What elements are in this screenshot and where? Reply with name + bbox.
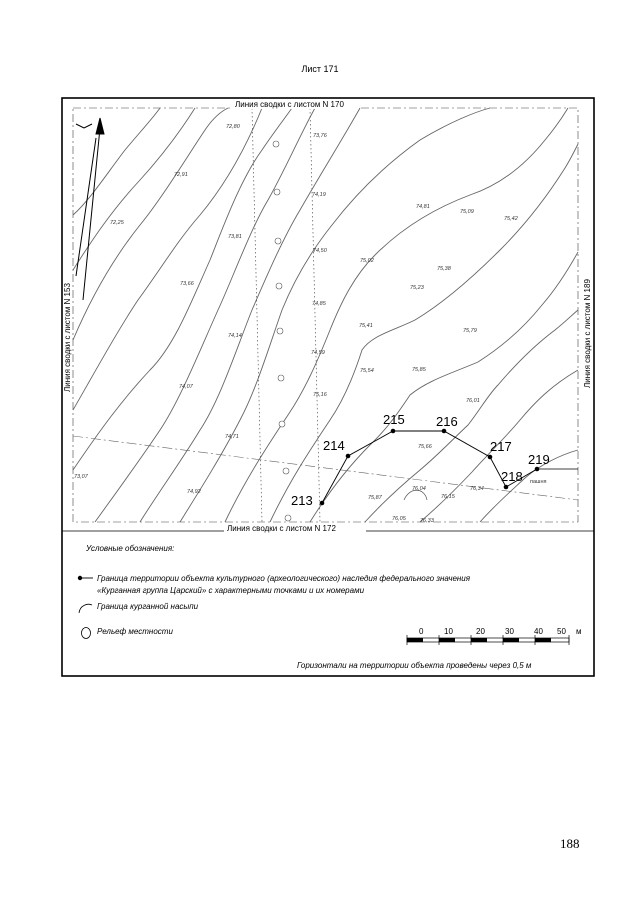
- elevation-label: 74,71: [225, 434, 239, 440]
- sheet-title: Лист 171: [301, 64, 339, 74]
- elevation-label: 75,85: [412, 367, 426, 373]
- point-label-218: 218: [501, 469, 523, 484]
- relief-marker: [279, 421, 285, 427]
- scale-tick-20: 20: [476, 627, 485, 636]
- elevation-label: 74,81: [416, 204, 430, 210]
- legend-title: Условные обозначения:: [86, 544, 175, 553]
- legend-boundary-line2: «Курганная группа Царский» с характерными точками и их номерами: [97, 586, 365, 595]
- legend-boundary-line1: Граница территории объекта культурного (археологического) наследия федерального значения: [97, 574, 471, 583]
- scale-bar-segment: [439, 638, 455, 642]
- legend-kurgan: Граница курганной насыпи: [97, 602, 199, 611]
- point-label-214: 214: [323, 438, 345, 453]
- point-label-215: 215: [383, 412, 405, 427]
- scale-bar-segment: [471, 638, 487, 642]
- relief-marker: [277, 328, 283, 334]
- sheet-link-bottom: Линия сводки с листом N 172: [227, 524, 336, 533]
- north-arrow: [76, 118, 104, 300]
- kurgan-boundary-symbol: [79, 604, 92, 613]
- legend: [78, 544, 582, 670]
- elevation-label: 72,25: [110, 220, 124, 226]
- legend-contour-note: Горизонтали на территории объекта проведены через 0,5 м: [297, 661, 532, 670]
- elevation-label: 73,76: [313, 133, 327, 139]
- elevation-label: 74,92: [187, 489, 201, 495]
- boundary-point-214: [346, 454, 351, 459]
- scale-bar-segment: [407, 638, 423, 642]
- relief-marker: [285, 515, 291, 521]
- elevation-label: 76,34: [470, 486, 484, 492]
- scale-bar-segment: [503, 638, 519, 642]
- sheet-link-top: Линия сводки с листом N 170: [235, 100, 344, 109]
- elevation-label: 76,15: [441, 494, 455, 500]
- scale-bar: [407, 627, 582, 645]
- boundary-point-215: [391, 429, 396, 434]
- scale-bar-segment: [535, 638, 551, 642]
- page-number: 188: [560, 836, 580, 851]
- point-label-216: 216: [436, 414, 458, 429]
- scale-tick-10: 10: [444, 627, 453, 636]
- elevation-label: 74,14: [228, 333, 242, 339]
- boundary-point-217: [488, 455, 493, 460]
- elevation-label: 75,87: [368, 495, 382, 501]
- elevation-label: 76,04: [412, 486, 426, 492]
- boundary-point-213: [320, 501, 325, 506]
- relief-marker: [275, 238, 281, 244]
- relief-marker: [274, 189, 280, 195]
- contour-lines: [73, 108, 578, 522]
- elevation-label: 73,81: [228, 234, 242, 240]
- elevation-label: 72,91: [174, 172, 188, 178]
- relief-markers: [273, 141, 291, 521]
- scale-tick-30: 30: [505, 627, 514, 636]
- point-label-219: 219: [528, 452, 550, 467]
- pashnya-label: пашня: [530, 479, 547, 485]
- relief-marker: [278, 375, 284, 381]
- elevation-label: 73,07: [74, 474, 88, 480]
- boundary-symbol: [78, 576, 93, 580]
- elevation-label: 76,05: [392, 516, 406, 522]
- boundary-point-218: [504, 485, 509, 490]
- elevation-label: 74,85: [312, 301, 326, 307]
- elevation-label: 74,19: [312, 192, 326, 198]
- elevation-label: 76,01: [466, 398, 480, 404]
- elevation-label: 75,54: [360, 368, 374, 374]
- elevation-label: 75,09: [460, 209, 474, 215]
- relief-marker: [276, 283, 282, 289]
- elevation-label: 74,59: [311, 350, 325, 356]
- elevation-label: 75,38: [437, 266, 451, 272]
- boundary-point-216: [442, 429, 447, 434]
- dotted-line-east: [310, 108, 320, 522]
- elevation-label: 75,41: [359, 323, 373, 329]
- elevation-label: 72,80: [226, 124, 240, 130]
- legend-relief: Рельеф местности: [97, 627, 173, 636]
- relief-marker: [283, 468, 289, 474]
- sheet-link-left: Линия сводки с листом N 153: [63, 283, 72, 392]
- elevation-label: 75,02: [360, 258, 374, 264]
- elevation-label: 75,66: [418, 444, 432, 450]
- elevation-label: 76,33: [420, 518, 434, 524]
- elevation-label: 74,50: [313, 248, 327, 254]
- scale-unit: м: [576, 627, 582, 636]
- point-label-213: 213: [291, 493, 313, 508]
- elevation-label: 75,42: [504, 216, 518, 222]
- elevation-label: 75,23: [410, 285, 424, 291]
- elevation-label: 74,07: [179, 384, 193, 390]
- elevation-label: 73,66: [180, 281, 194, 287]
- scale-tick-50: 50: [557, 627, 566, 636]
- scale-tick-40: 40: [534, 627, 543, 636]
- scale-tick-0: 0: [419, 627, 424, 636]
- relief-symbol: [82, 628, 91, 639]
- point-label-217: 217: [490, 439, 512, 454]
- elevation-label: 75,79: [463, 328, 477, 334]
- sheet-link-right: Линия сводки с листом N 189: [583, 279, 592, 388]
- relief-marker: [273, 141, 279, 147]
- elevation-label: 75,16: [313, 392, 327, 398]
